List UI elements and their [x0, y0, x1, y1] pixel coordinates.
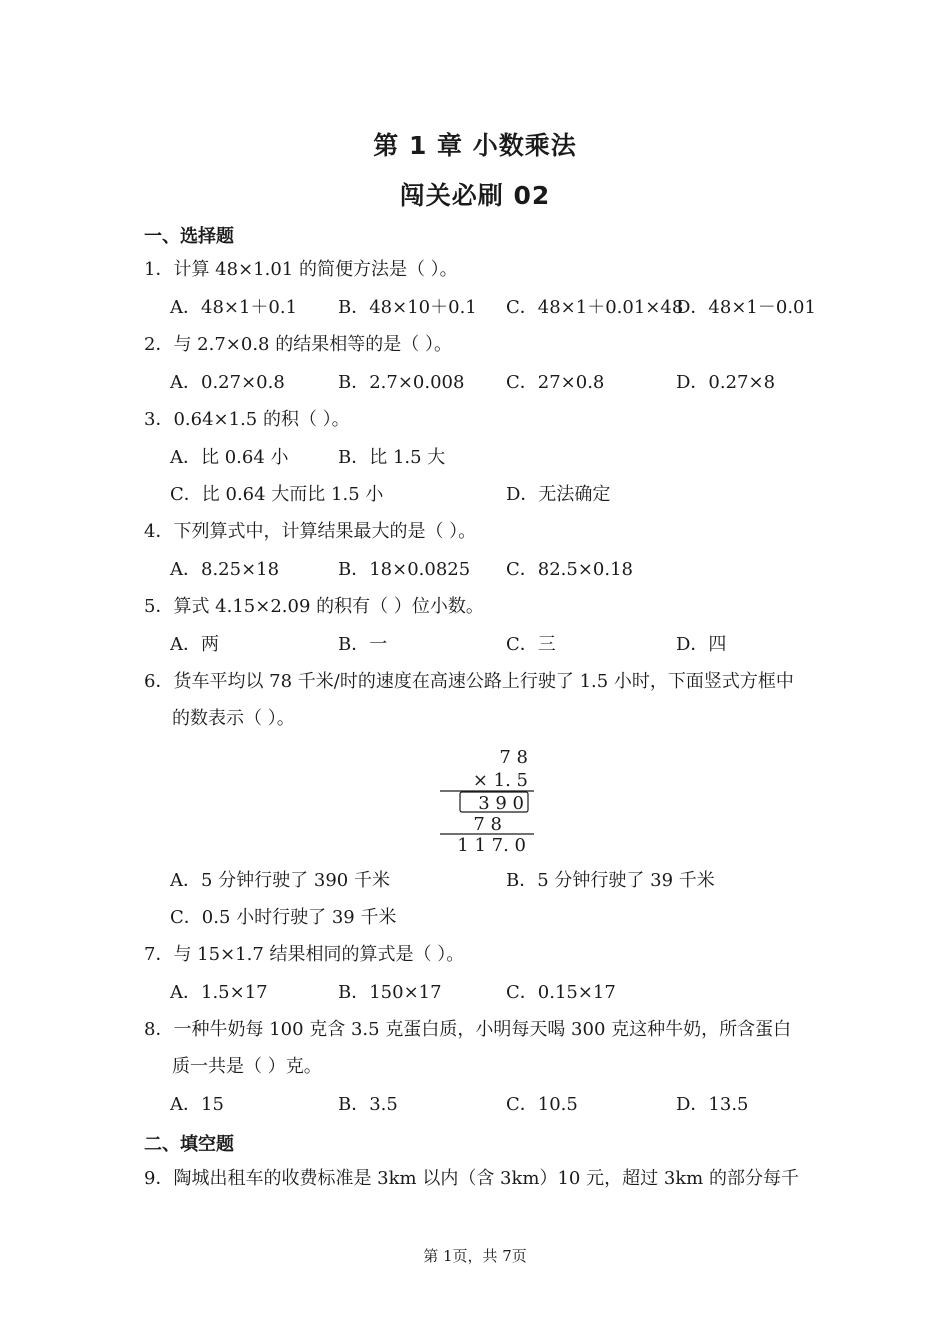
question-5-option-d: D．四 — [676, 634, 727, 655]
calc-row-multiplier: × 1. 5 — [472, 770, 528, 791]
question-7-option-a: A．1.5×17 — [170, 982, 268, 1003]
question-7-option-b: B．150×17 — [338, 982, 442, 1003]
question-6-stem-line-1: 6．货车平均以 78 千米/时的速度在高速公路上行驶了 1.5 小时，下面竖式方框中 — [144, 671, 794, 692]
question-4-option-b: B．18×0.0825 — [338, 559, 471, 580]
question-1-option-a: A．48×1＋0.1 — [170, 297, 298, 318]
section-heading-fill-blank: 二、填空题 — [144, 1134, 234, 1155]
page-subtitle: 闯关必刷 02 — [399, 181, 551, 210]
question-3-option-d: D．无法确定 — [506, 484, 611, 505]
question-6-option-c: C．0.5 小时行驶了 39 千米 — [170, 907, 397, 928]
question-1-option-b: B．48×10＋0.1 — [338, 297, 477, 318]
question-4-option-a: A．8.25×18 — [170, 559, 280, 580]
vertical-multiplication — [438, 743, 538, 855]
calc-row-partial-2: 7 8 — [473, 814, 502, 835]
question-7-stem: 7．与 15×1.7 结果相同的算式是（ ）。 — [144, 944, 465, 965]
question-2-stem: 2．与 2.7×0.8 的结果相等的是（ ）。 — [144, 334, 452, 355]
question-2-option-c: C．27×0.8 — [506, 372, 605, 393]
question-2-option-d: D．0.27×8 — [676, 372, 776, 393]
question-5-option-b: B．一 — [338, 634, 388, 655]
question-8-stem-line-2: 质一共是（ ）克。 — [172, 1056, 322, 1077]
question-2-option-b: B．2.7×0.008 — [338, 372, 465, 393]
page-footer: 第 1页，共 7页 — [423, 1247, 527, 1265]
question-8-option-b: B．3.5 — [338, 1094, 398, 1115]
calc-row-multiplicand: 7 8 — [499, 747, 528, 768]
calc-row-product: 1 1 7. 0 — [457, 835, 526, 855]
question-7-option-c: C．0.15×17 — [506, 982, 616, 1003]
question-8-option-a: A．15 — [170, 1094, 224, 1115]
question-8-option-d: D．13.5 — [676, 1094, 749, 1115]
question-4-option-c: C．82.5×0.18 — [506, 559, 634, 580]
question-1-stem: 1．计算 48×1.01 的简便方法是（ ）。 — [144, 259, 458, 280]
question-8-stem-line-1: 8．一种牛奶每 100 克含 3.5 克蛋白质，小明每天喝 300 克这种牛奶，所含蛋白 — [144, 1019, 792, 1040]
question-5-option-c: C．三 — [506, 634, 556, 655]
question-1-option-d: D．48×1－0.01 — [676, 297, 816, 318]
question-6-stem-line-2: 的数表示（ ）。 — [172, 708, 295, 729]
question-9-stem: 9．陶城出租车的收费标准是 3km 以内（含 3km）10 元，超过 3km 的部分每千 — [144, 1168, 799, 1189]
question-3-option-a: A．比 0.64 小 — [170, 447, 289, 468]
chapter-title: 第 1 章 小数乘法 — [373, 131, 577, 160]
question-8-option-c: C．10.5 — [506, 1094, 578, 1115]
question-5-stem: 5．算式 4.15×2.09 的积有（ ）位小数。 — [144, 596, 484, 617]
question-4-stem: 4．下列算式中，计算结果最大的是（ ）。 — [144, 521, 477, 542]
question-6-option-a: A．5 分钟行驶了 390 千米 — [170, 870, 390, 891]
section-heading-choice: 一、选择题 — [144, 226, 234, 247]
question-3-option-c: C．比 0.64 大而比 1.5 小 — [170, 484, 384, 505]
question-6-option-b: B．5 分钟行驶了 39 千米 — [506, 870, 715, 891]
question-1-option-c: C．48×1＋0.01×48 — [506, 297, 684, 318]
question-5-option-a: A．两 — [170, 634, 219, 655]
calc-row-partial-1: 3 9 0 — [478, 793, 524, 814]
question-3-option-b: B．比 1.5 大 — [338, 447, 446, 468]
question-2-option-a: A．0.27×0.8 — [170, 372, 285, 393]
question-3-stem: 3．0.64×1.5 的积（ ）。 — [144, 409, 350, 430]
